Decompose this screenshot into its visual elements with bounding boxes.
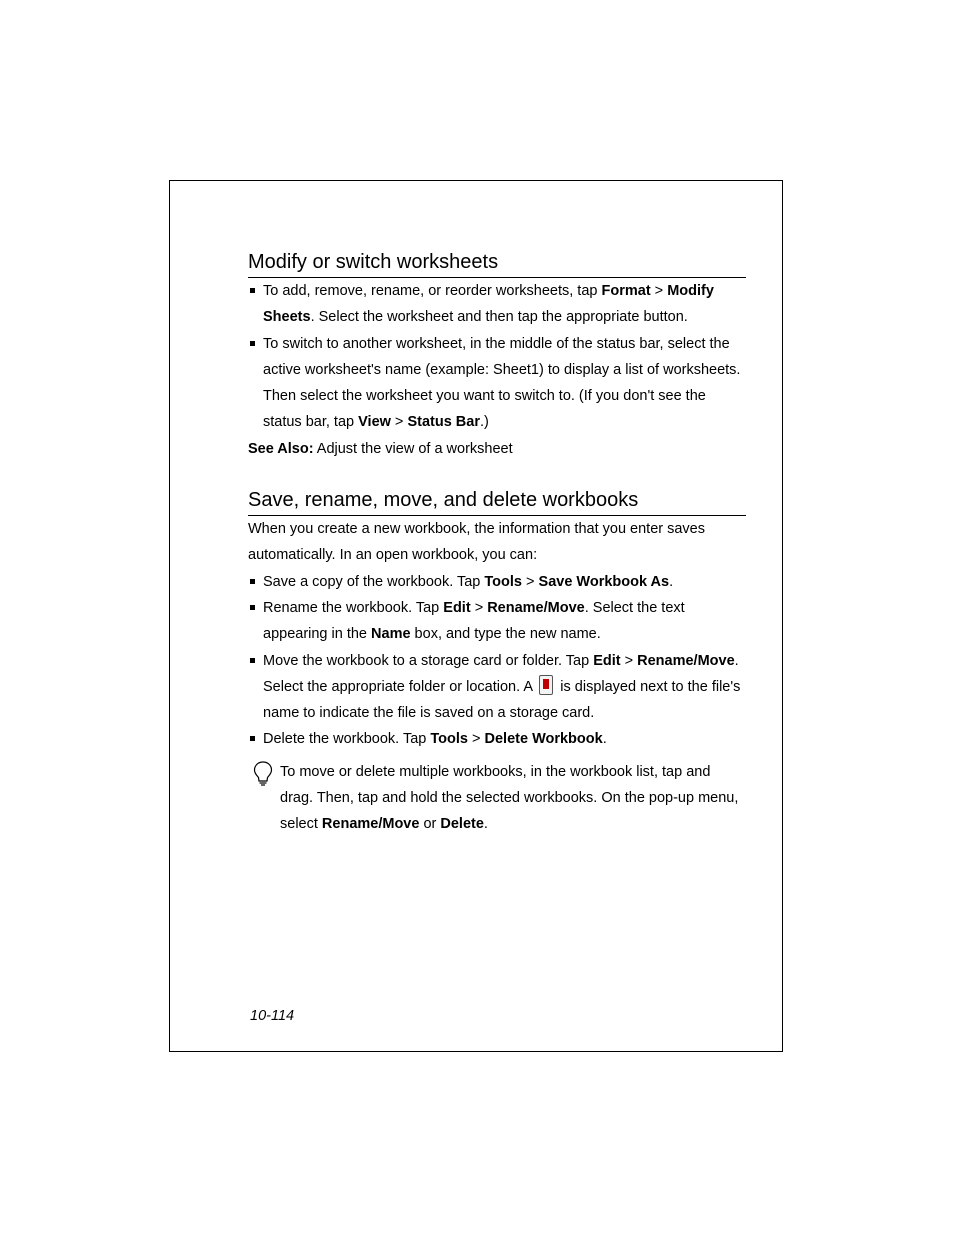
list-item xyxy=(248,569,746,595)
menu-term: Save Workbook As xyxy=(538,573,670,590)
list-item xyxy=(248,595,746,648)
menu-term: Status Bar xyxy=(407,414,480,431)
text: is displayed next to the file's name to indicate the file is saved on a storage card. xyxy=(263,678,741,722)
section-modify-worksheets xyxy=(248,248,746,462)
page-number: 10-114 xyxy=(250,1008,295,1024)
bullet-list xyxy=(248,569,746,753)
menu-term: Modify Sheets xyxy=(263,283,714,326)
menu-term: Tools xyxy=(430,731,468,748)
menu-term: Rename/Move xyxy=(637,652,735,669)
text: . xyxy=(669,573,674,590)
menu-term: Delete xyxy=(440,816,484,833)
menu-term: View xyxy=(358,414,391,431)
text: or xyxy=(419,816,441,833)
menu-term: Delete Workbook xyxy=(484,731,603,748)
text: To switch to another worksheet, in the middle of the status bar, select the active worksheet's name (example: Sheet1) to display a list of worksheets. Then select the worksheet you want to switch to. (If you don't see the status bar, tap xyxy=(263,335,741,431)
menu-term: Edit xyxy=(593,652,621,669)
tip-note xyxy=(248,759,746,838)
bullet-list xyxy=(248,278,746,436)
menu-term: Tools xyxy=(484,573,522,590)
section-title: Save, rename, move, and delete workbooks xyxy=(248,486,746,516)
text: > xyxy=(522,573,539,590)
see-also-label: See Also: xyxy=(248,440,314,457)
section-title: Modify or switch worksheets xyxy=(248,248,746,278)
text: Save a copy of the workbook. Tap xyxy=(263,573,485,590)
see-also-link: Adjust the view of a worksheet xyxy=(313,440,513,457)
menu-term: Edit xyxy=(443,599,471,616)
text: Delete the workbook. Tap xyxy=(263,731,431,748)
menu-term: Rename/Move xyxy=(487,599,585,616)
text: > xyxy=(470,599,488,616)
text: To move or delete multiple workbooks, in the workbook list, tap and drag. Then, tap and hold the selected workbooks. On the pop-up menu, select xyxy=(280,763,739,833)
text: . Select the appropriate folder or location. A xyxy=(263,652,739,695)
list-item xyxy=(248,726,746,752)
text: Move the workbook to a storage card or folder. Tap xyxy=(263,652,594,669)
text: > xyxy=(620,652,638,669)
list-item xyxy=(248,648,746,727)
section-workbooks xyxy=(248,486,746,838)
list-item xyxy=(248,331,746,436)
menu-term: Name xyxy=(371,626,411,643)
text: . xyxy=(602,731,607,748)
text: . xyxy=(483,816,488,833)
page-content xyxy=(248,248,746,838)
menu-term: Format xyxy=(601,283,651,299)
storage-card-icon xyxy=(539,675,553,695)
text: > xyxy=(467,731,485,748)
text: . Select the worksheet and then tap the appropriate button. xyxy=(310,309,688,326)
lightbulb-icon xyxy=(252,760,274,786)
text: > xyxy=(650,283,668,299)
text: . Select the text appearing in the xyxy=(263,599,685,643)
text: .) xyxy=(479,414,489,431)
text: Rename the workbook. Tap xyxy=(263,599,444,616)
intro-paragraph: When you create a new workbook, the information that you enter saves automatically. In an open workbook, you can: xyxy=(248,521,705,564)
text: box, and type the new name. xyxy=(410,626,601,643)
list-item xyxy=(248,278,746,331)
see-also xyxy=(248,436,746,462)
text: > xyxy=(390,414,408,431)
text: To add, remove, rename, or reorder worksheets, tap xyxy=(263,283,602,299)
menu-term: Rename/Move xyxy=(321,816,420,833)
